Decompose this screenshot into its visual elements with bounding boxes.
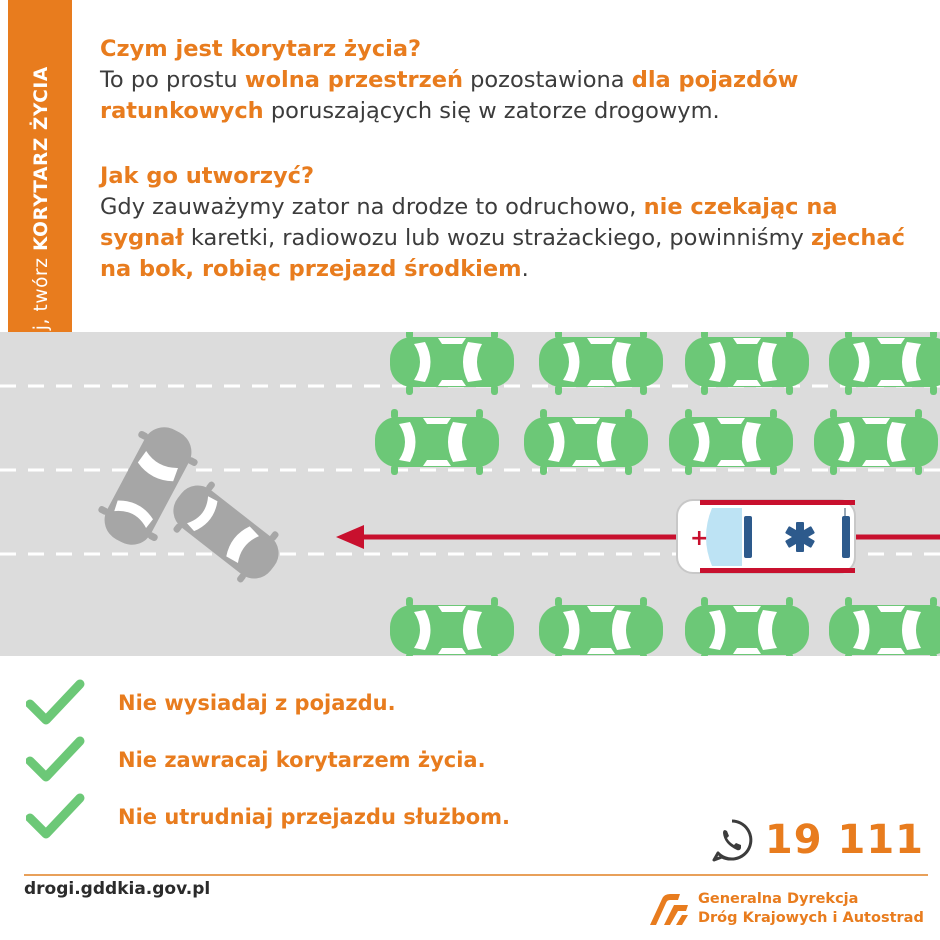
green-car xyxy=(390,332,514,395)
svg-text:+: + xyxy=(690,526,709,551)
green-car xyxy=(539,597,663,656)
answer-1-highlight: wolna przestrzeń xyxy=(244,67,463,93)
answer-2 xyxy=(100,192,920,285)
check-icon xyxy=(26,735,86,785)
green-car xyxy=(685,332,809,395)
emergency-phone[interactable] xyxy=(709,817,924,863)
answer-2-highlight: nie czekając na sygnał xyxy=(100,194,838,251)
ambulance xyxy=(677,500,855,573)
check-icon xyxy=(26,678,86,728)
rule-text: Nie utrudniaj przejazdu służbom. xyxy=(118,804,511,829)
green-car xyxy=(539,332,663,395)
gddkia-logo-icon xyxy=(648,891,690,927)
answer-2-text: . xyxy=(521,256,529,282)
green-car xyxy=(685,597,809,656)
answer-1-text: pozostawiona xyxy=(462,67,632,93)
green-car xyxy=(375,409,499,475)
answer-1-text: poruszających się w zatorze drogowym. xyxy=(263,98,720,124)
green-car xyxy=(814,409,938,475)
green-car xyxy=(390,597,514,656)
answer-1 xyxy=(100,65,920,127)
rule-item xyxy=(26,674,626,731)
answer-2-text: karetki, radiowozu lub wozu strażackiego, powinniśmy xyxy=(183,225,811,251)
footer-divider xyxy=(24,874,928,876)
intro-text xyxy=(100,34,920,285)
org-name-line2: Dróg Krajowych i Autostrad xyxy=(698,910,924,926)
road-illustration xyxy=(0,332,940,656)
rule-text: Nie wysiadaj z pojazdu. xyxy=(118,690,396,715)
rule-item xyxy=(26,788,626,845)
gddkia-logo xyxy=(648,890,924,928)
phone-number: 19 111 xyxy=(764,817,924,863)
green-car xyxy=(829,332,940,395)
answer-2-highlight: zjechać na bok, robiąc przejazd środkiem xyxy=(100,225,905,282)
question-2: Jak go utworzyć? xyxy=(100,163,315,189)
answer-2-text: Gdy zauważymy zator na drodze to odruchowo, xyxy=(100,194,644,220)
rules-list xyxy=(26,674,626,845)
check-icon xyxy=(26,792,86,842)
answer-1-text: To po prostu xyxy=(100,67,245,93)
phone-icon xyxy=(709,817,755,863)
rule-text: Nie zawracaj korytarzem życia. xyxy=(118,747,486,772)
website-link[interactable]: drogi.gddkia.gov.pl xyxy=(24,879,211,899)
question-1: Czym jest korytarz życia? xyxy=(100,36,422,62)
green-car xyxy=(829,597,940,656)
ribbon-emphasis: KORYTARZ ŻYCIA xyxy=(30,65,52,251)
rule-item xyxy=(26,731,626,788)
green-car xyxy=(669,409,793,475)
org-name-line1: Generalna Dyrekcja xyxy=(698,891,859,907)
green-car xyxy=(524,409,648,475)
answer-1-highlight: dla pojazdów ratunkowych xyxy=(100,67,799,124)
